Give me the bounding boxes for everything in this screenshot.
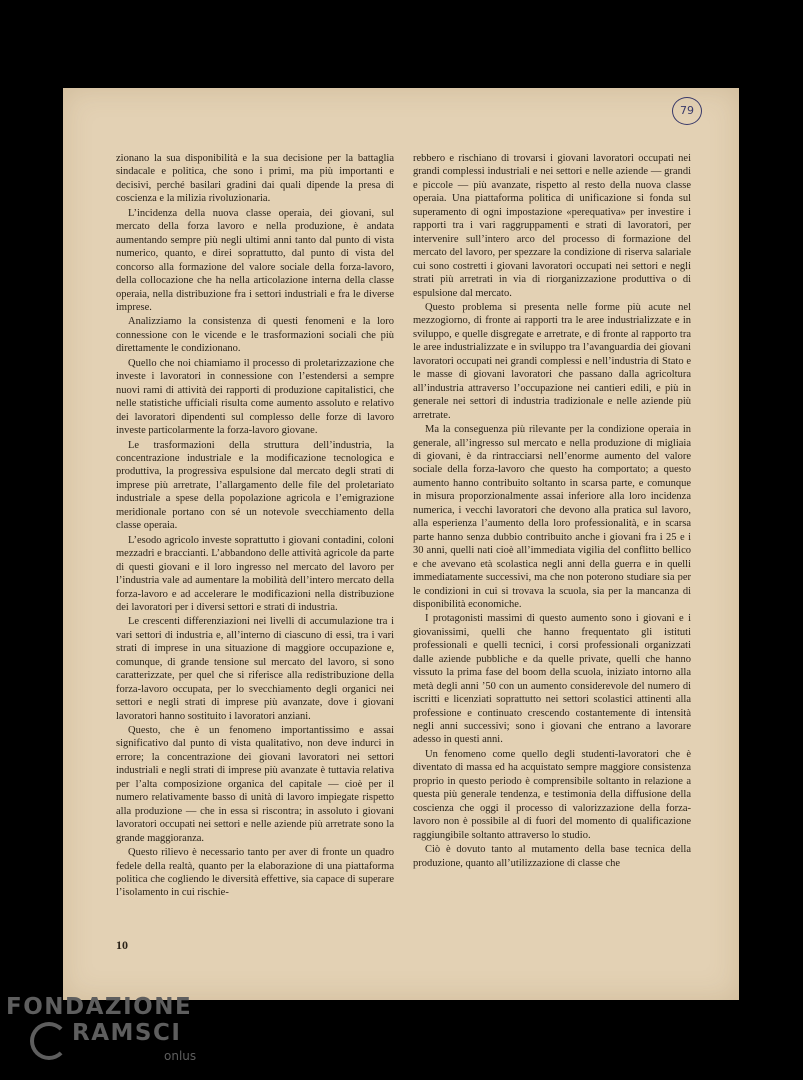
- paragraph: Quello che noi chiamiamo il processo di proletarizzazione che investe i lavoratori in connessione con l’estendersi a sempre nuovi rami di attività dei rapporti di produzione capitalistici, che nelle statistiche ufficiali risulta come aumento assoluto e relativo dei lavoratori dipendenti sul complesso delle forze di lavoro investe particolarmente la forza-lavoro giovane.: [116, 357, 394, 437]
- paragraph: zionano la sua disponibilità e la sua decisione per la battaglia sindacale e politica, che sono i primi, ma più importanti e decisivi, perché basilari gradini dai quali dipende la presa di coscienza e la milizia rivoluzionaria.: [116, 153, 394, 205]
- paragraph: I protagonisti massimi di questo aumento sono i giovani e i giovanissimi, quelli che hanno frequentato gli istituti professionali e quelli tecnici, i corsi professionali organizzati dalle aziende pubbliche e da quelle private, quelli che hanno vissuto la prima fase del boom della scuola, iniziato intorno alla metà degli anni ’50 con un aumento considerevole del numero di iscritti e licenziati soprattutto nei settori scolastici attinenti alla professione e continuato crescendo costantemente di intensità negli anni successivi; sono i giovani che entrano a lavorare adesso in questi anni.: [413, 613, 691, 746]
- paragraph: Questo, che è un fenomeno importantissimo e assai significativo dal punto di vista qualitativo, non deve indurci in errore; la concentrazione dei giovani lavoratori nei settori industriali e negli strati di imprese più avanzate è tuttavia relativa per l’alta composizione organica del capitale — cioè per il numero relativamente basso di unità di lavoro impiegate rispetto alla produzione — che in essa si riscontra; in assoluto i giovani lavoratori occupati nei settori e nelle aziende più arretrate sono la grande maggioranza.: [116, 725, 394, 844]
- paragraph: Un fenomeno come quello degli studenti-lavoratori che è diventato di massa ed ha acquistato sempre maggiore consistenza proprio in questo periodo è comprensibile soltanto in relazione a questa più generale tendenza, e testimonia della diffusione della coscienza che oggi il processo di valorizzazione della forza-lavoro non è possibile al di fuori del momento di qualificazione raggiungibile soltanto attraverso lo studio.: [413, 748, 691, 841]
- text-column-right: [413, 152, 691, 871]
- paragraph: L’incidenza della nuova classe operaia, dei giovani, sul mercato della forza lavoro e nella produzione, è andata aumentando sempre più negli ultimi anni tanto dal punto di vista numerico, quanto, e direi soprattutto, dal punto di vista del concorso alla formazione del valore sociale della forza-lavoro, della collocazione che ha nella articolazione interna della classe operaia, nella distribuzione fra i settori industriali e fra le diverse imprese.: [116, 207, 394, 313]
- logo-text-fondazione: FONDAZIONE: [6, 994, 193, 1020]
- logo-text-gramsci: RAMSCI: [72, 1020, 182, 1046]
- paragraph: Questo problema si presenta nelle forme più acute nel mezzogiorno, di fronte ai rapporti tra le aree industrializzate e in sviluppo, e quelle disgregate e arretrate, e di fronte al rapporto tra le aree industrializzate e in sviluppo tra l’avanguardia dei giovani lavoratori occupati nei grandi complessi e nell’industria di Stato e le masse di giovani lavoratori che passano dalla agricoltura all’industria attraverso l’occupazione nei cantieri edili, e più in generale nei settori di industria tradizionale e nelle aziende più arretrate.: [413, 301, 691, 421]
- fondazione-gramsci-logo: [6, 994, 306, 1074]
- paragraph: Le crescenti differenziazioni nei livelli di accumulazione tra i vari settori di industria e, all’interno di ciascuno di essi, tra i vari strati di imprese in una situazione di maggiore occupazione e, comunque, di grande tensione sul mercato del lavoro, si sono caratterizzate, per quel che si riferisce alla redistribuzione della forza-lavoro occupata, per lo svecchiamento degli organici nei settori e negli strati di imprese più avanzate, dove i giovani lavoratori hanno sostituito i lavoratori anziani.: [116, 616, 394, 722]
- paragraph: Questo rilievo è necessario tanto per aver di fronte un quadro fedele della realtà, quanto per la elaborazione di una piattaforma politica che cogliendo le diversità effettive, sia capace di superare l’isolamento in cui rischie-: [116, 847, 394, 899]
- paragraph: rebbero e rischiano di trovarsi i giovani lavoratori occupati nei grandi complessi industriali e nei settori e nelle aziende — grandi e piccole — più avanzate, rispetto al resto della nuova classe operaia. Una piattaforma politica di unificazione si fonda sul superamento di ogni impostazione «perequativa» per investire i rapporti tra i vari raggruppamenti e strati di lavoratori, per intervenire sull’intero arco del processo di formazione del mercato del lavoro, per spezzare la condizione di riserva salariale cui sono costretti i giovani lavoratori occupati nei settori e negli strati più arretrati in via di riorganizzazione produttiva o di espulsione dal mercato.: [413, 153, 691, 299]
- paragraph: Ciò è dovuto tanto al mutamento della base tecnica della produzione, quanto all’utilizzazione di classe che: [413, 844, 691, 869]
- text-column-left: [116, 152, 394, 901]
- logo-g-icon: [30, 1022, 68, 1060]
- paragraph: Ma la conseguenza più rilevante per la condizione operaia in generale, all’ingresso sul mercato e nella produzione di migliaia di giovani, è da rintracciarsi nell’enorme aumento del valore sociale della forza-lavoro che questo ha comportato; a questo aumento hanno contribuito soltanto in scarsa parte, e comunque in misura proporzionalmente assai inferiore alla loro incidenza numerica, i vecchi lavoratori che devono alla pratica sul lavoro, alla esperienza l’aumento della loro professionalità, e in scarsa parte hanno senza dubbio contribuito anche i giovani fra i 25 e i 30 anni, quelli nati cioè all’immediata vigilia del conflitto bellico e che avevano età scolastica negli anni della guerra e in quelli immediatamente successivi, ma che non poterono studiare sia per le condizioni in cui si trovava la scuola, sia per la mancanza di disponibilità economiche.: [413, 424, 691, 610]
- paragraph: Analizziamo la consistenza di questi fenomeni e la loro connessione con le vicende e le trasformazioni sociali che più direttamente le condizionano.: [116, 316, 394, 355]
- logo-text-onlus: onlus: [164, 1049, 197, 1063]
- paragraph: L’esodo agricolo investe soprattutto i giovani contadini, coloni mezzadri e braccianti. L’abbandono delle attività agricole da parte di questi giovani e il loro ingresso nel mercato del lavoro per l’industria vale ad aumentare la mobilità dell’intero mercato della forza-lavoro e ad accelerare le modificazioni nella distribuzione dei lavoratori per i diversi settori e strati di industria.: [116, 534, 394, 613]
- paragraph: Le trasformazioni della struttura dell’industria, la concentrazione industriale e la modificazione tecnologica e produttiva, la progressiva espulsione dal mercato degli strati di imprese più arretrate, l’allargamento delle file del proletariato industriale a spese della popolazione agricola e l’emigrazione meridionale portano con sé un notevole svecchiamento della classe operaia.: [116, 439, 394, 532]
- archive-stamp: 79: [672, 97, 702, 125]
- page-number: 10: [116, 938, 128, 952]
